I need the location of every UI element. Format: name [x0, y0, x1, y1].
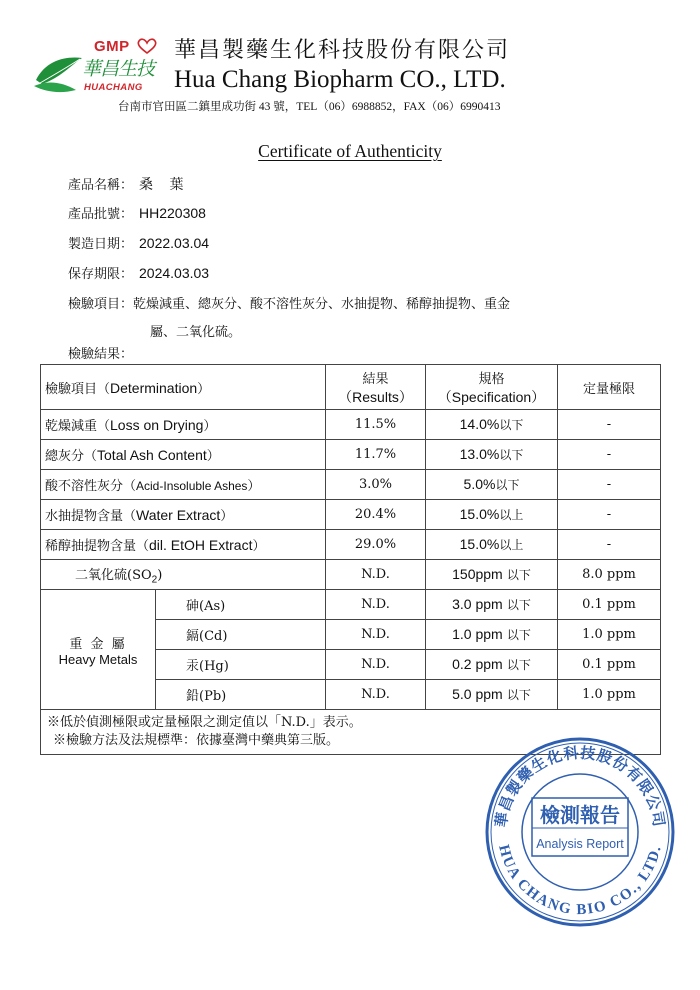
table-header — [41, 365, 661, 410]
exp-date-label: 保存期限： — [68, 267, 134, 282]
mfg-date-line — [68, 233, 209, 252]
logo-english-name: HUACHANG — [84, 82, 143, 93]
company-name-chinese: 華昌製藥生化科技股份有限公司 — [174, 38, 511, 63]
stamp-ring-text: 華昌製藥生化科技股份有限公司 — [491, 743, 669, 829]
mfg-date-label: 製造日期： — [68, 237, 134, 252]
stamp-center-cn: 檢測報告 — [540, 803, 620, 827]
company-name-english: Hua Chang Biopharm CO., LTD. — [174, 66, 506, 93]
leaf-icon — [32, 50, 84, 94]
heavy-metals-label: 重 金 屬 Heavy Metals — [41, 590, 156, 710]
header-loq: 定量極限 — [558, 365, 661, 410]
heavy-metal-row: 鎘(Cd) N.D. 1.0 ppm 以下 1.0 ppm — [41, 620, 661, 650]
heart-icon — [136, 38, 158, 54]
document-title: Certificate of Authenticity — [258, 141, 442, 161]
batch-line — [68, 203, 206, 222]
company-address: 台南市官田區二鎮里成功街 43 號，TEL（06）6988852，FAX（06）6990413 — [118, 101, 501, 113]
test-items-line2: 屬、二氧化硫。 — [150, 325, 242, 340]
test-items-line — [68, 293, 510, 312]
stamp-center-en: Analysis Report — [536, 837, 624, 851]
batch-value: HH220308 — [139, 205, 206, 221]
table-row: 酸不溶性灰分（Acid-Insoluble Ashes） 3.0% 5.0%以下 - — [41, 470, 661, 500]
heavy-metal-row: 重 金 屬 Heavy Metals 砷(As) N.D. 3.0 ppm 以下 0.1 ppm — [41, 590, 661, 620]
heavy-metal-row: 汞(Hg) N.D. 0.2 ppm 以下 0.1 ppm — [41, 650, 661, 680]
batch-label: 產品批號： — [68, 207, 134, 222]
gmp-mark: GMP — [94, 38, 130, 55]
heavy-metal-row: 鉛(Pb) N.D. 5.0 ppm 以下 1.0 ppm — [41, 680, 661, 710]
table-row: 乾燥減重（Loss on Drying） 11.5% 14.0%以下 - — [41, 410, 661, 440]
exp-date-line — [68, 263, 209, 282]
document-title-wrap — [0, 141, 700, 162]
so2-row: 二氧化硫$(SO_2)$ N.D. 150ppm 以下 8.0 ppm — [41, 560, 661, 590]
table-row: 稀醇抽提物含量（dil. EtOH Extract） 29.0% 15.0%以上 - — [41, 530, 661, 560]
table-row: 總灰分（Total Ash Content） 11.7% 13.0%以下 - — [41, 440, 661, 470]
product-name-line — [68, 174, 189, 194]
svg-text:HUA CHANG BIO CO., LTD. — [495, 843, 665, 918]
product-name-value: 桑 葉 — [139, 177, 190, 193]
header-results: 結果 （Results） — [326, 365, 426, 410]
test-items-label: 檢驗項目： — [68, 297, 134, 312]
stamp-ring-text-en: HUA CHANG BIO CO., LTD. — [495, 843, 665, 919]
test-items-text: 乾燥減重、總灰分、酸不溶性灰分、水抽提物、稀醇抽提物、重金 — [133, 297, 511, 312]
results-table — [40, 364, 661, 755]
company-logo — [32, 36, 160, 98]
logo-chinese-name: 華昌生技 — [82, 58, 155, 80]
mfg-date-value: 2022.03.04 — [139, 235, 210, 251]
company-seal-stamp — [484, 736, 676, 928]
exp-date-value: 2024.03.03 — [139, 265, 210, 281]
table-row: 水抽提物含量（Water Extract） 20.4% 15.0%以上 - — [41, 500, 661, 530]
note-nd: ※低於偵測極限或定量極限之測定值以「N.D.」表示。 — [47, 715, 362, 730]
results-label: 檢驗結果： — [68, 347, 134, 362]
product-name-label: 產品名稱： — [68, 178, 134, 193]
header-item: 檢驗項目（Determination） — [41, 365, 326, 410]
header-spec: 規格 （Specification） — [426, 365, 558, 410]
note-method: ※檢驗方法及法規標準：依據臺灣中藥典第三版。 — [53, 733, 340, 748]
